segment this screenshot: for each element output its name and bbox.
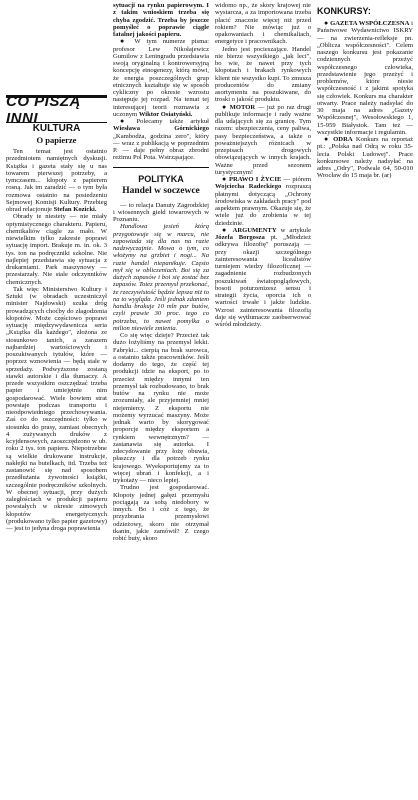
kultura-paragraph-1: Ten temat jest ostatnio przedmiotem namiętnych dyskusji. Książka i gazeta stały się u nas towarem pierwszej potrzeby, a tymczasem... kłopoty z papierem rosną. Jak im zaradzić — o tym była rozmowa ostatnio na posiedzeniu Sejmowej Komisji Kultury. Przebieg obrad relacjonuje Stefan Kozicki.: [6, 148, 107, 213]
kultura-paragraph-3: Tak więc Ministerstwo Kultury i Sztuki (w obradach uczestniczył minister Najdowski) szuka dróg prowadzących choćby do złagodzenia kłopotów. Może częściowo poprawi sytuację międzywydawnicza seria „Książka dla każdego", złożona ze stosunkowo tanich, a zarazem najbardziej wartościowych i poszukiwanych tytułów, które — poprzez wznowienia — będą stale w sprzedaży. Podwyższone zostaną stawki autorskie i dla tłumaczy. A przede wszystkim oszczędzać trzeba papier i umiejętnie nim gospodarować. Wiele bowiem strat powstaje podczas transportu i nieodpowiedniego przechowywania. Zaś co do oszczędności: tylko w stosunku do prasy, zamiast obecnych 4 zużywanych druków z kcyjdensowych, zaoszczędzono w ub. roku 2 tys. ton papieru. Niepotrzebne są wielkie drukowane instrukcje, nakłejki na butelkach, itd. Trzeba też zastanowić się nad sposobem przedłużania żywotności książki, szczególnie podręczników szkolnych. W obecnej sytuacji, przy dużych zaległościach w produkcji papieru powstałych w okresie zimowych kłopotów energetycznych (produkowano tylko papier gazetowy) — jest to jedyna droga poprawienia: [6, 285, 107, 532]
bullet-icon: ●: [222, 102, 228, 111]
bullet-icon: ●: [324, 19, 329, 27]
article-title-o-papierze: O papierze: [36, 135, 77, 145]
article-title-handel: Handel w soczewce: [122, 185, 200, 196]
bullet-icon: ●: [222, 175, 227, 183]
section-name-konkursy: KONKURSY:: [317, 6, 371, 16]
bullet-icon: ●: [222, 225, 229, 234]
bullet-icon: ●: [120, 37, 129, 46]
bullet-prawo-i-zycie: ● PRAWO I ŻYCIE — piórem Wojciecha Radeckiego rozpraszą płatnymi dotyczącą „Ochrony środowiska w zakładach pracy" pod aspektem prawnym. Okazuje się, że wiele już do zrobienia w tej dziedzinie.: [215, 175, 311, 227]
banner-title: CO PISZĄ INNI: [6, 93, 81, 127]
kultura-author: Stefan Kozicki.: [53, 206, 97, 213]
column-2: [113, 2, 209, 542]
section-name-kultura: KULTURA: [32, 123, 81, 134]
bullet-gazeta-wspolczesna: ● GAZETA WSPÓŁCZESNA i Państwowe Wydawnictwo ISKRY — na zwierzenia-refleksje pn. „Oblicza współczesności". Celem naszego konkursu jest pokazanie codziennych przeżyć współczesnego człowieka, przedstawienie jego przeżyć i problemów, które niesie współczesność i z jakimi spotyka się człowiek. Konkurs ma charakter otwarty. Prace należy nadsyłać do 30 maja na adres „Gazety Współczesnej", Wesołowskiego 1, 15-959 Białystok. Tam też — wszystkie informacje i regulamin.: [317, 19, 413, 136]
column-4: [317, 2, 413, 180]
section-divider: [113, 167, 209, 168]
bullet-icon: ●: [324, 135, 330, 143]
kultura-continuation: sytuacji na rynku papierowym. I z takim wnioskiem trzeba się chyba zgodzić. Trzeba by jeszcze pomyśleć o poprawie ciągle fatalnej jakości papieru.: [113, 2, 209, 38]
bullet-polecamy: ● Polecamy także artykuł Wiesława Górnickiego „Kambodża, godzina zero", który — wraz z publikacją w poprzednim P. — daje pełny obraz zbrodni reżimu Pol Pota. Wstrząsające.: [113, 117, 209, 162]
section-name-polityka: POLITYKA: [138, 173, 184, 184]
bullet-motor: ● MOTOR — już po raz drugi publikuje informacje i rady ważne dla udających się za granicę. Tym razem: ubezpieczenia, ceny paliwa, pasy bezpieczeństwa, a także o poważniejszych różnicach w przepisach drogowych obowiązujących w innych krajach. Ważne przed sezonem turystycznym!: [215, 102, 311, 176]
polityka-paragraph-4: Jedno jest pocieszające. Handel nie bierze wszystkiego „jak leci", bo wie, że nawet przy tych kłopotach i brakach rynkowych klient nie wszystko kupi. To zmusza producentów do zmiany asortymentu na poszukiwane, do troski o jakość produktu.: [215, 45, 311, 104]
column-3: [215, 2, 311, 328]
polityka-paragraph-3: Trudno jest gospodarować. Kłopoty jednej gałęzi przemysłu pociągają za sobą niedobory w innych. Bo i cóż z tego, że przyzbrania przemysłowi odzieżowy, skoro nie otrzymał tkanin, jakie zamówił? Z czego robić buty, skoro: [113, 484, 209, 542]
bullet-icon: ●: [120, 117, 130, 125]
kultura-paragraph-2: Obrady te niestety — nie miały optymistycznego charakteru. Papieru, chemikaliów ciągle za mało. W niewielkim tylko zakresie poprawi sytuację import. Brakuje m. in. ok. 3 tys. ton na podręczniki szkolne. Nie najlepiej przedstawia się sytuacja z drukarniami. Park maszynowy — przestarzały. Nie stale odczynników chemicznych.: [6, 213, 107, 286]
polityka-quote: Handlowa jesień którą przygotowuje się w marcu, nie zapowiada się dla nas na razie nadzwyczajnie. Mowa o tym, co włożymy na grzbiet i nogi... Na razie handel niepanikuje. Często mył się w obliczeniach. Boi się za dużych zapasów i boi się zostać bez zapasów. Totez przemysł przekonać, że rzeczywistość będzie lepsza niż to na to wygląda. Jeśli jednak zdaniem handlu brakuje 10 mln par butów, czyli prawie 30 proc. tego co potrzeba, to nawet pomylka o milion niewiele zmienia.: [113, 223, 209, 332]
polityka-paragraph-1: — to relacja Danuty Zagrodzkiej i wiosennych giełd towarowych w Poznaniu.: [113, 201, 209, 223]
polityka-continuation: widomo np., że skory krajowej nie wystarcza, a za importowana trzeba płacić znacznie więcej niż przed rokiem? Nie mówiąc już o opakowaniach i chemikaliach, energetyce i pracownikach.: [215, 2, 311, 46]
polityka-paragraph-2: Co się więc dzieje? Przecież tak dużo łożyliśmy na przemysł lekki. Fabryki... cierpią na brak surowca, a ostatnio także pracowników. Jeśli dodamy do tego, że część tej produkcji idzie na eksport, po to przecież między innymi ten przemysł tak rozbudowano, to brak butów na rynku nie może zrozumiały, ale przyjemniej mniej niejemiercy. Z eksportu nie możemy wyrzucać maszyny. Może jednak warto by skorygować proporcje między eksportem a rynkiem wewnętrznym? — zastanawia się autorka. I zdecydowanie przy łożę obuwia, płaszczy i dla potrzeb rynku krajowego. Wyeksportujemy za to więcej ubrań i konfekcji, a i trykotaży — nieco lepiej.: [113, 332, 209, 484]
column-banner: [6, 93, 107, 127]
column-1: [6, 148, 107, 532]
bullet-tym-numerze: ● W tym numerze pisma: profesor Lew Nikołajewicz Gumilow z Leningradu przedstawia swoją oryginalną i kontrowersyjną koncepcję etnogenezy, którą mówi, że energia poszczególnych grup etnicznych kształtuje się w sposób cykliczny po okresie wzrostu następuje jej rozpad. Na temat tej interesującej teorii rozmawia z uczonym Wiktor Osiatyński.: [113, 37, 209, 118]
bullet-argumenty: ● ARGUMENTY w artykule Józefa Borgosza pt. „Młodzież odkrywa filozofię" poruszają — przy okazji szczególnego zainteresowania licealistów turniejem wiedzy filozoficznej — zagadnienie rozbudzonych poszukiwań światopoglądowych, bosoti poturzenizesz sensu i strategii życia, oporcia ich o wartości trwałe i jakże ludzkie. Wzrost zainteresowania filozofią daje się wytłumacze zaobserwować wśród młodzieży.: [215, 225, 311, 328]
bullet-odra: ● ODRA Konkurs na reportaż pt.: „Polska nad Odrą w roku 35-lecia Polski Ludowej". Prace konkursowe należy nadsyłać na adres „Odry", Podwale 64, 50-010 Wrocław do 15 maja br. (ar): [317, 135, 413, 180]
